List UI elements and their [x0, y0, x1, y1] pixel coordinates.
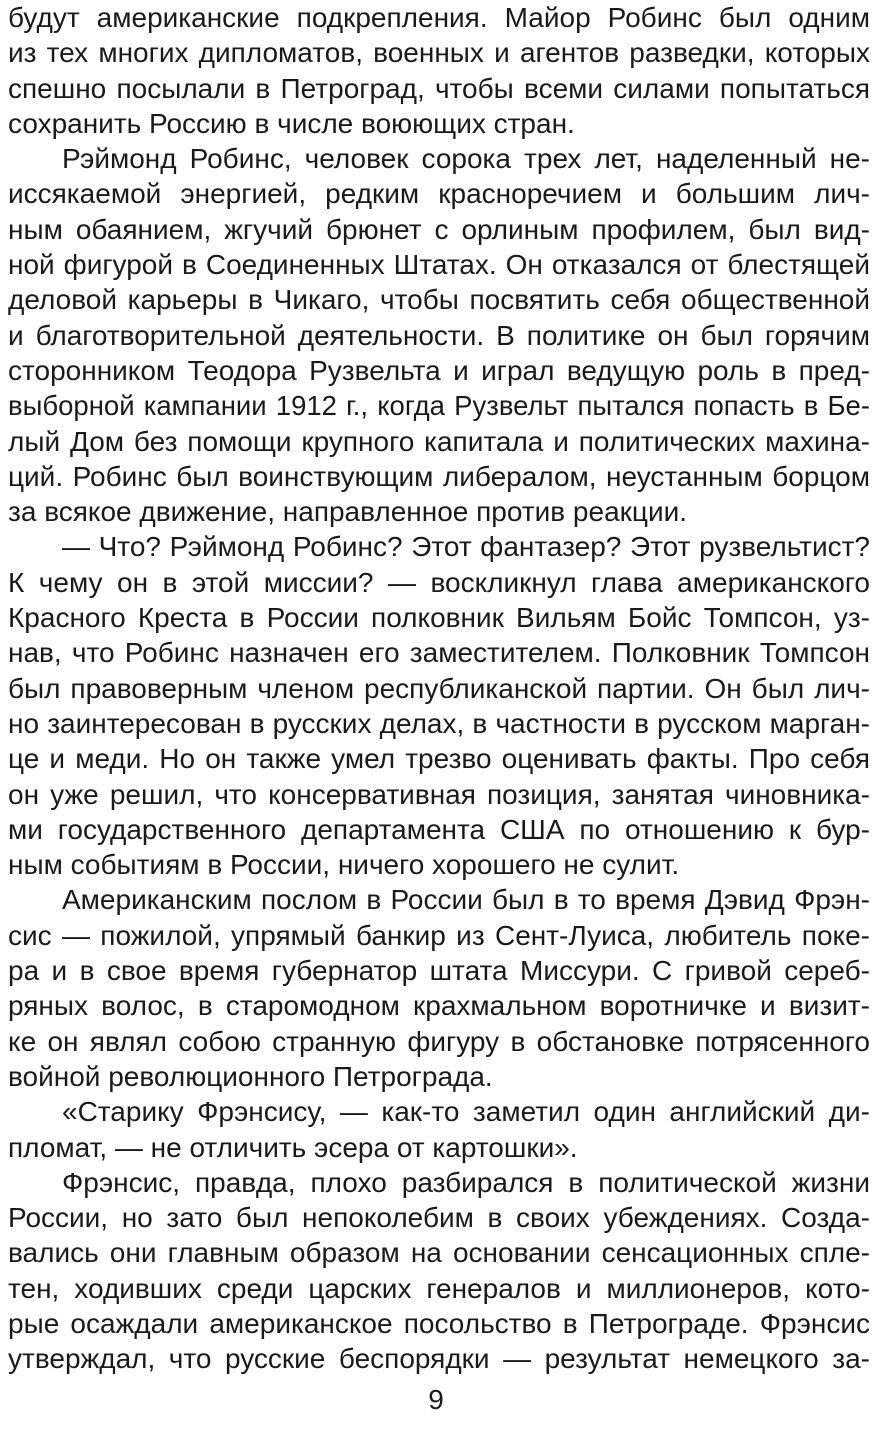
- text-line: тен, ходивших среди царских генералов и миллионеров, кото-: [8, 1272, 870, 1304]
- text-line: сторонником Теодора Рузвельта и играл ведущую роль в пред-: [8, 354, 870, 386]
- text-line: войной революционного Петрограда.: [8, 1060, 493, 1092]
- text-line: ряных волос, в старомодном крахмальном воротничке и визит-: [8, 990, 870, 1022]
- text-line: он уже решил, что консервативная позиция, занятая чиновника-: [8, 778, 870, 810]
- text-line: — Что? Рэймонд Робинс? Этот фантазер? Этот рузвельтист?: [62, 531, 870, 563]
- book-page: [8, 0, 870, 1432]
- text-line: вались они главным образом на основании сенсационных спле-: [8, 1237, 870, 1269]
- text-line: утверждал, что русские беспорядки — результат немецкого за-: [8, 1343, 870, 1375]
- text-line: «Старику Фрэнсису, — как-то заметил один английский ди-: [62, 1096, 870, 1128]
- text-line: деловой карьеры в Чикаго, чтобы посвятить себя общественной: [8, 284, 870, 316]
- text-line: из тех многих дипломатов, военных и агентов разведки, которых: [8, 37, 870, 69]
- text-line: ным событиям в России, ничего хорошего не сулит.: [8, 849, 680, 881]
- text-line: иссякаемой энергией, редким красноречием и большим лич-: [8, 178, 870, 210]
- text-line: и благотворительной деятельности. В политике он был горячим: [8, 319, 870, 351]
- text-line: выборной кампании 1912 г., когда Рузвельт пытался попасть в Бе-: [8, 390, 870, 422]
- text-line: ке он являл собою странную фигуру в обстановке потрясенного: [8, 1025, 870, 1057]
- page-number: 9: [428, 1384, 444, 1415]
- text-line: ми государственного департамента США по отношению к бур-: [8, 813, 870, 845]
- text-line: был правоверным членом республиканской партии. Он был лич-: [8, 672, 870, 704]
- text-line: за всякое движение, направленное против реакции.: [8, 496, 687, 528]
- text-line: нав, что Робинс назначен его заместителем. Полковник Томпсон: [8, 637, 870, 669]
- text-line: ций. Робинс был воинствующим либералом, неустанным борцом: [8, 460, 870, 492]
- text-line: К чему он в этой миссии? — воскликнул глава американского: [8, 566, 870, 598]
- text-line: сохранить Россию в числе воюющих стран.: [8, 107, 575, 139]
- text-line: ной фигурой в Соединенных Штатах. Он отказался от блестящей: [8, 249, 870, 281]
- text-line: но заинтересован в русских делах, в частности в русском марган-: [8, 707, 870, 739]
- text-line: Фрэнсис, правда, плохо разбирался в политической жизни: [62, 1166, 870, 1198]
- text-line: ра и в свое время губернатор штата Миссури. С гривой сереб-: [8, 955, 870, 987]
- text-line: спешно посылали в Петроград, чтобы всеми силами попытаться: [8, 72, 870, 104]
- text-line: Американским послом в России был в то время Дэвид Фрэн-: [62, 884, 870, 916]
- text-line: це и меди. Но он также умел трезво оценивать факты. Про себя: [8, 743, 870, 775]
- text-line: пломат, — не отличить эсера от картошки».: [8, 1131, 578, 1163]
- text-line: России, но зато был непоколебим в своих убеждениях. Созда-: [8, 1202, 870, 1234]
- text-line: будут американские подкрепления. Майор Робинс был одним: [8, 2, 870, 33]
- text-line: лый Дом без помощи крупного капитала и политических махина-: [8, 425, 870, 457]
- text-line: ным обаянием, жгучий брюнет с орлиным профилем, был вид-: [8, 213, 870, 245]
- text-line: Красного Креста в России полковник Вильям Бойс Томпсон, уз-: [8, 602, 870, 634]
- text-line: Рэймонд Робинс, человек сорока трех лет, наделенный не-: [62, 143, 870, 175]
- body-text: [8, 0, 870, 1377]
- text-line: рые осаждали американское посольство в Петрограде. Фрэнсис: [8, 1307, 870, 1339]
- text-line: сис — пожилой, упрямый банкир из Сент-Луиса, любитель поке-: [8, 919, 870, 951]
